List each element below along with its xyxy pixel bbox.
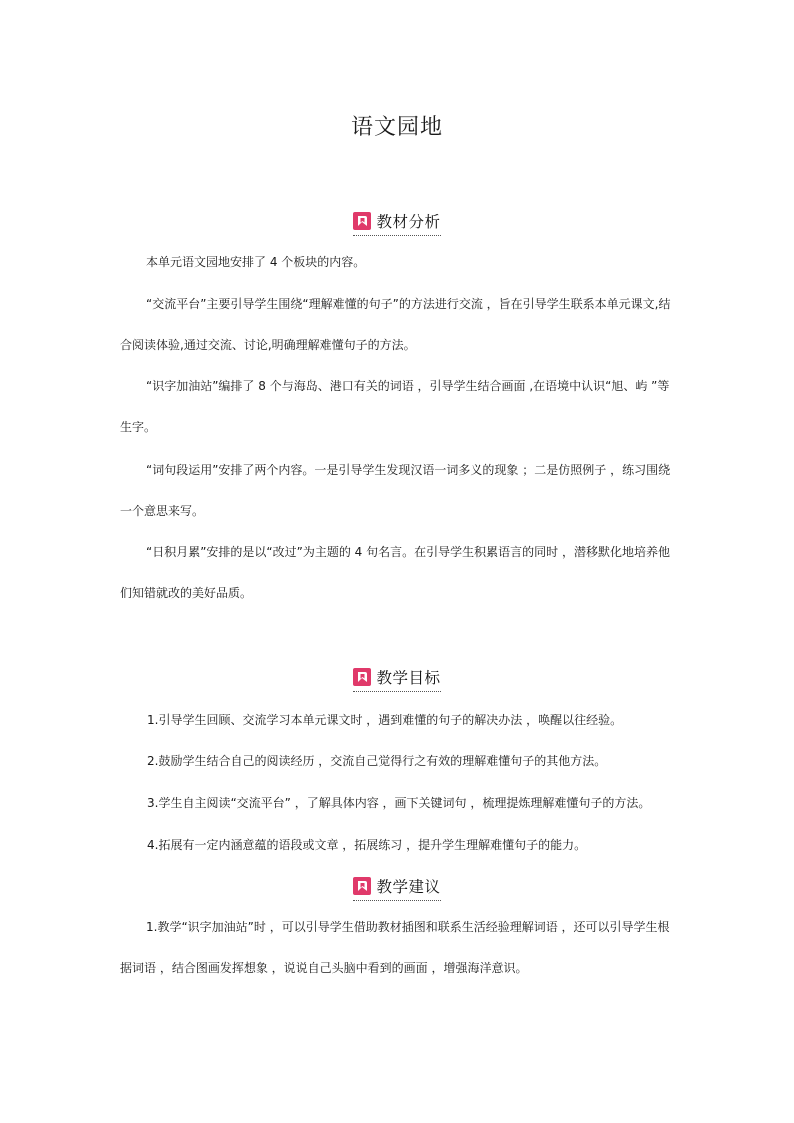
analysis-paragraph: “日积月累”安排的是以“改过”为主题的 4 句名言。在引导学生积累语言的同时 ，潜移默化地培养他们知错就改的美好品质。 (120, 545, 670, 600)
goal-item: 4.拓展有一定内涵意蕴的语段或文章 ，拓展练习 ，提升学生理解难懂句子的能力。 (147, 838, 587, 852)
section-heading-goals (0, 666, 794, 692)
section-heading-label: 教学建议 (376, 878, 441, 896)
goal-item: 1.引导学生回顾、交流学习本单元课文时 ，遇到难懂的句子的解决办法 ，唤醒以往经验。 (147, 713, 623, 727)
analysis-paragraph: 本单元语文园地安排了 4 个板块的内容。 (146, 255, 366, 269)
section-heading-label: 教学目标 (376, 669, 441, 687)
bookmark-icon (353, 877, 371, 895)
analysis-paragraph: “词句段运用”安排了两个内容。一是引导学生发现汉语一词多义的现象 ；二是仿照例子 ，练习围绕一个意思来写。 (120, 463, 671, 518)
goal-item: 3.学生自主阅读“交流平台” ，了解具体内容 ，画下关键词句 ，梳理提炼理解难懂句子的方法。 (147, 796, 651, 810)
section-heading-suggestions (0, 875, 794, 901)
page-title: 语文园地 (350, 115, 443, 140)
section-heading-label: 教材分析 (376, 213, 441, 231)
bookmark-icon (353, 212, 371, 230)
analysis-paragraph: “识字加油站”编排了 8 个与海岛、港口有关的词语 ，引导学生结合画面 ,在语境中认识“旭、屿 ”等生字。 (120, 379, 670, 434)
section-heading-analysis (0, 210, 794, 236)
bookmark-icon (353, 668, 371, 686)
analysis-paragraph: “交流平台”主要引导学生围绕“理解难懂的句子”的方法进行交流 ，旨在引导学生联系本单元课文,结合阅读体验,通过交流、讨论,明确理解难懂句子的方法。 (120, 297, 671, 352)
suggestion-paragraph: 1.教学“识字加油站”时 ，可以引导学生借助教材插图和联系生活经验理解词语 ，还可以引导学生根据词语 ，结合图画发挥想象 ，说说自己头脑中看到的画面 ，增强海洋意识。 (120, 920, 670, 975)
goal-item: 2.鼓励学生结合自己的阅读经历 ，交流自己觉得行之有效的理解难懂句子的其他方法。 (147, 754, 607, 768)
